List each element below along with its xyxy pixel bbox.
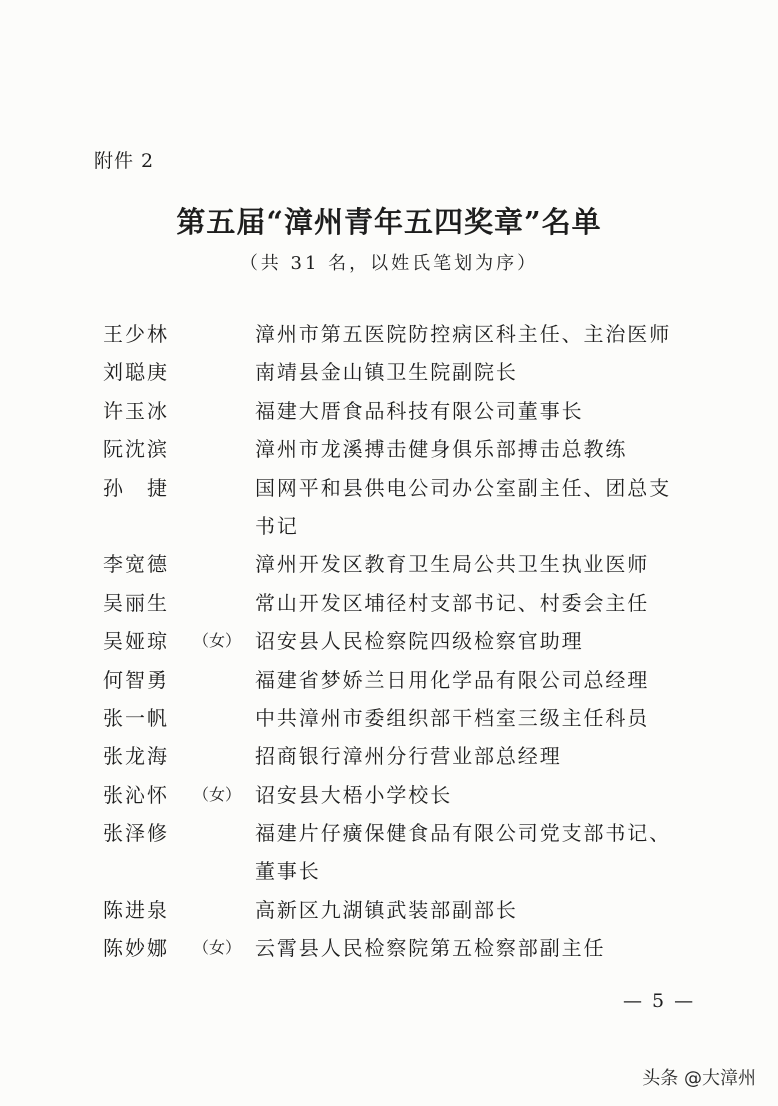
awardee-name: 刘聪庚 bbox=[103, 360, 169, 385]
awardee-title bbox=[255, 929, 695, 967]
awardee-title bbox=[255, 430, 695, 468]
awardee-name: 许玉冰 bbox=[103, 398, 169, 423]
page-subtitle: （共 31 名，以姓氏笔划为序） bbox=[239, 253, 539, 274]
awardee-name: 吴娅琼 bbox=[103, 629, 169, 654]
gender-note: （女） bbox=[193, 784, 242, 804]
title-line: 漳州开发区教育卫生局公共卫生执业医师 bbox=[255, 552, 650, 577]
awardee-title bbox=[255, 584, 695, 622]
title-line: 招商银行漳州分行营业部总经理 bbox=[255, 744, 562, 769]
awardee-name: 陈妙娜 bbox=[103, 936, 169, 961]
title-line: 漳州市龙溪搏击健身俱乐部搏击总教练 bbox=[255, 437, 628, 462]
awardee-title bbox=[255, 814, 695, 890]
awardee-title bbox=[255, 661, 695, 699]
awardee-title bbox=[255, 776, 695, 814]
awardee-name: 陈进泉 bbox=[103, 898, 169, 922]
title-line: 福建片仔癀保健食品有限公司党支部书记、 bbox=[255, 821, 672, 846]
title-line: 福建大厝食品科技有限公司董事长 bbox=[255, 398, 584, 423]
attachment-label: 附件 2 bbox=[94, 150, 155, 172]
gender-note: （女） bbox=[193, 938, 242, 958]
title-line: 董事长 bbox=[255, 859, 321, 884]
awardee-name: 张一帆 bbox=[103, 706, 169, 730]
awardee-title bbox=[255, 891, 695, 929]
awardee-name: 王少林 bbox=[103, 322, 169, 346]
title-line: 福建省梦娇兰日用化学品有限公司总经理 bbox=[255, 667, 650, 692]
page-number: — 5 — bbox=[623, 990, 696, 1012]
awardee-title bbox=[255, 622, 695, 660]
title-line: 诏安县人民检察院四级检察官助理 bbox=[255, 629, 584, 654]
awardee-name: 吴丽生 bbox=[103, 590, 169, 615]
awardee-name: 孙 捷 bbox=[103, 475, 169, 500]
awardee-title bbox=[255, 315, 695, 353]
awardee-name: 张龙海 bbox=[103, 744, 169, 769]
title-line: 国网平和县供电公司办公室副主任、团总支 bbox=[255, 475, 672, 500]
awardee-title bbox=[255, 737, 695, 775]
title-line: 漳州市第五医院防控病区科主任、主治医师 bbox=[255, 322, 672, 346]
awardee-title bbox=[255, 353, 695, 391]
title-line: 中共漳州市委组织部干档室三级主任科员 bbox=[255, 706, 650, 730]
page-title: 第五届“漳州青年五四奖章”名单 bbox=[176, 205, 602, 239]
awardee-name: 张泽修 bbox=[103, 821, 169, 846]
awardee-name: 李宽德 bbox=[103, 552, 169, 577]
source-watermark: 头条 @大漳州 bbox=[642, 1068, 756, 1089]
title-line: 常山开发区埔径村支部书记、村委会主任 bbox=[255, 590, 650, 615]
title-line: 诏安县大梧小学校长 bbox=[255, 782, 453, 807]
title-line: 云霄县人民检察院第五检察部副主任 bbox=[255, 936, 606, 961]
awardee-title bbox=[255, 699, 695, 737]
awardee-title bbox=[255, 545, 695, 583]
awardee-name: 何智勇 bbox=[103, 667, 169, 692]
awardee-title bbox=[255, 392, 695, 430]
awardee-name: 张沁怀 bbox=[103, 782, 169, 807]
awardee-title bbox=[255, 469, 695, 545]
title-line: 南靖县金山镇卫生院副院长 bbox=[255, 360, 518, 385]
title-line: 书记 bbox=[255, 513, 299, 538]
title-line: 高新区九湖镇武装部副部长 bbox=[255, 898, 518, 922]
gender-note: （女） bbox=[193, 631, 242, 651]
awardee-name: 阮沈滨 bbox=[103, 437, 169, 462]
